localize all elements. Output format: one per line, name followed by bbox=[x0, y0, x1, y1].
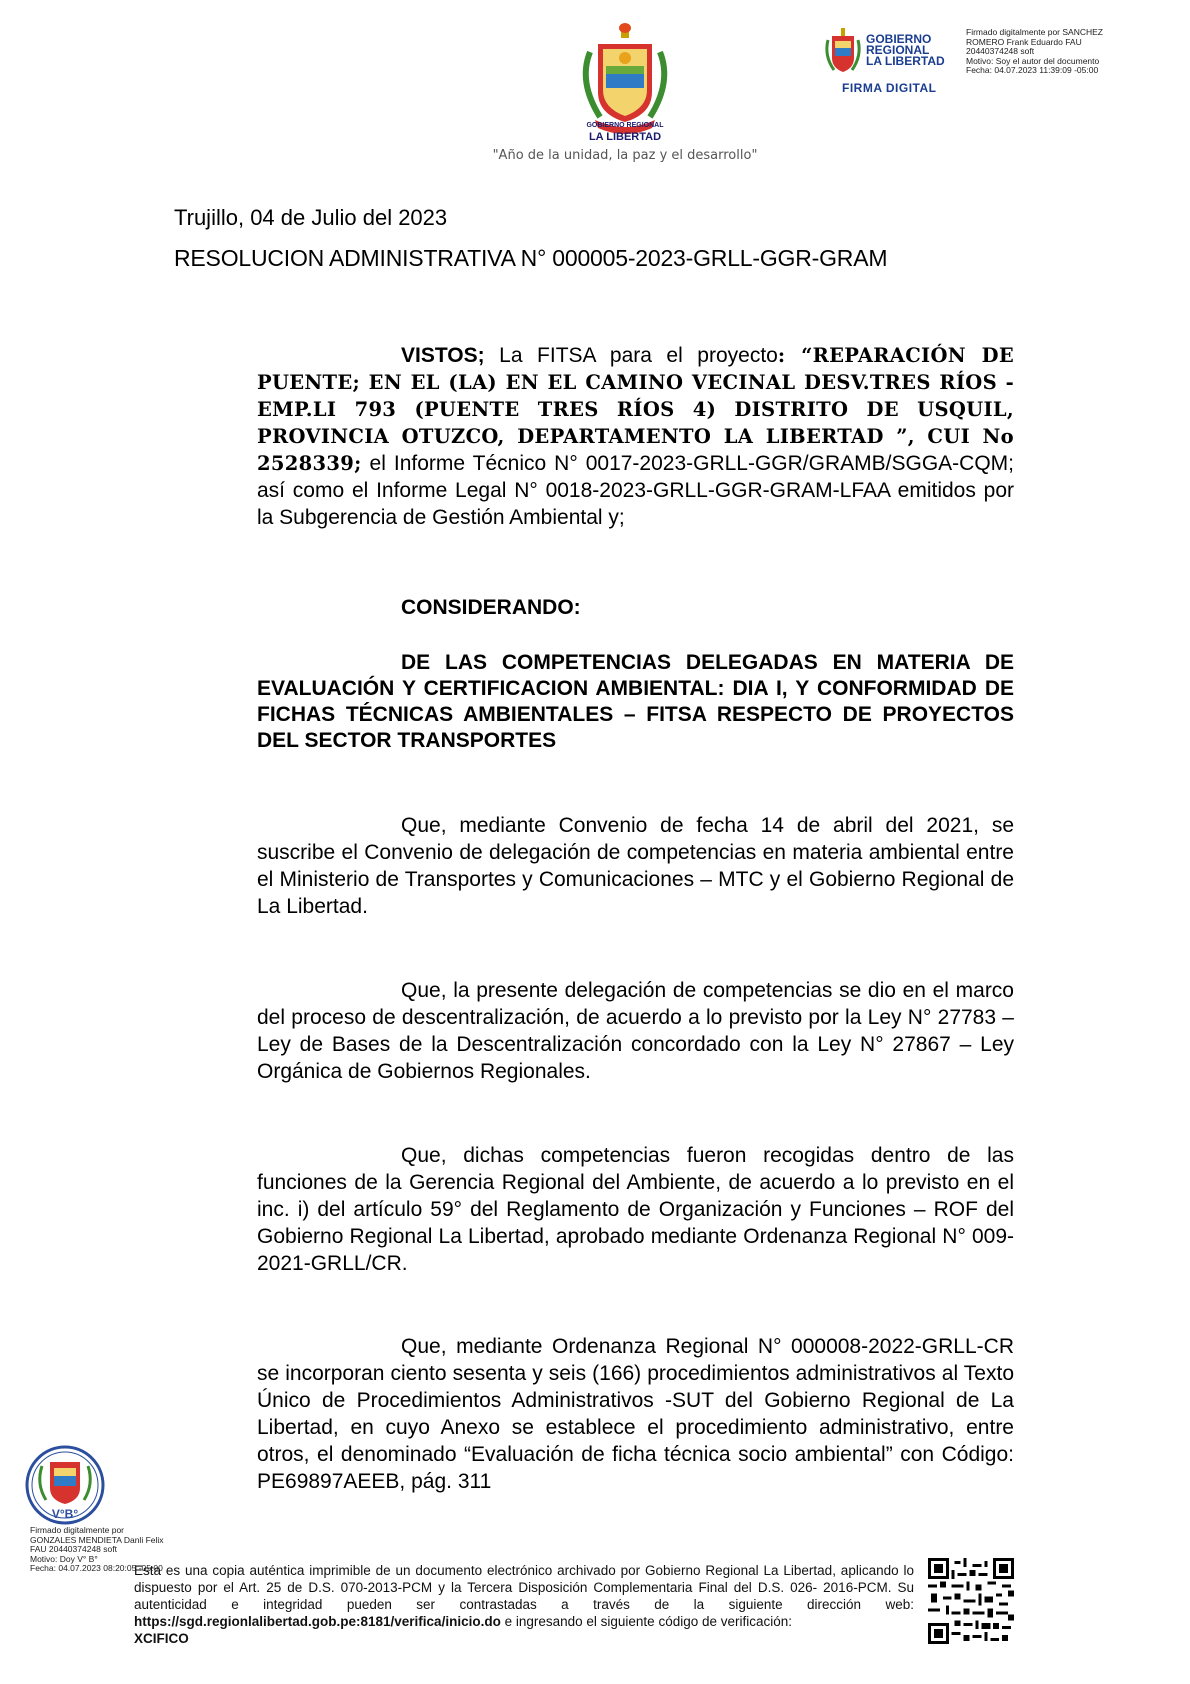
signature-line: 20440374248 soft bbox=[966, 46, 1035, 56]
verification-url[interactable]: https://sgd.regionlalibertad.gob.pe:8181/verifica/inicio.do bbox=[134, 1614, 501, 1629]
digital-signature-details bbox=[966, 28, 1166, 76]
signature-emblem-icon bbox=[822, 26, 864, 76]
vobo-line: Firmado digitalmente por bbox=[30, 1525, 125, 1535]
competencias-heading: DE LAS COMPETENCIAS DELEGADAS EN MATERIA DE EVALUACIÓN Y CERTIFICACION AMBIENTAL: DIA I, Y CONFORMIDAD DE FICHAS TÉCNICAS AMBIENTALES – FITSA RESPECTO DE PROYECTOS DEL SECTOR TRANSPORTES bbox=[257, 651, 1014, 752]
signature-brand-line1: GOBIERNO bbox=[866, 32, 932, 46]
document-date: Trujillo, 04 de Julio del 2023 bbox=[174, 205, 448, 230]
vistos-text-intro: La FITSA para el proyecto bbox=[484, 344, 778, 367]
footer-text-2: e ingresando el siguiente código de verificación: bbox=[500, 1614, 793, 1629]
vobo-label: V°B° bbox=[51, 1507, 79, 1521]
vobo-stamp-seal bbox=[24, 1444, 106, 1526]
signature-brand bbox=[866, 34, 945, 67]
considerando-heading: CONSIDERANDO: bbox=[401, 596, 581, 619]
vistos-label: VISTOS; bbox=[401, 344, 485, 367]
vistos-project-name: : “REPARACIÓN DE PUENTE; EN EL (LA) EN EL CAMINO VECINAL DESV.TRES RÍOS -EMP.LI 793 (PUENTE TRES RÍOS 4) DISTRITO DE USQUIL, PROVINCIA OTUZCO, DEPARTAMENTO LA LIBERTAD ”, CUI No 2528339; bbox=[257, 344, 1015, 475]
authenticity-footer bbox=[134, 1562, 914, 1647]
resolution-title: RESOLUCION ADMINISTRATIVA N° 000005-2023-GRLL-GGR-GRAM bbox=[174, 245, 888, 271]
vistos-paragraph bbox=[257, 342, 1014, 531]
vobo-line: Motivo: Doy V° B° bbox=[30, 1553, 98, 1564]
paragraph-competencias-rof: Que, dichas competencias fueron recogidas dentro de las funciones de la Gerencia Regional del Ambiente, de acuerdo a lo previsto en el inc. i) del artículo 59° del Reglamento de Organización y Funciones – ROF del Gobierno Regional La Libertad, aprobado mediante Ordenanza Regional N° 009-2021-GRLL/CR. bbox=[257, 1144, 1014, 1275]
verification-code: XCIFICO bbox=[134, 1631, 189, 1646]
vobo-line: Fecha: 04.07.2023 08:20:05 -05:00 bbox=[30, 1563, 163, 1573]
signature-line: Motivo: Soy el autor del documento bbox=[966, 55, 1100, 66]
emblem-caption-line2: LA LIBERTAD bbox=[588, 131, 662, 143]
emblem-caption-line1: GOBIERNO REGIONAL bbox=[586, 122, 664, 129]
vistos-text-reports: el Informe Técnico N° 0017-2023-GRLL-GGR/GRAMB/SGGA-CQM; así como el Informe Legal N° 0018-2023-GRLL-GGR-GRAM-LFAA emitidos por la Subgerencia de Gestión Ambiental y; bbox=[257, 452, 1014, 529]
signature-brand-line3: LA LIBERTAD bbox=[866, 54, 945, 68]
vobo-line: FAU 20440374248 soft bbox=[30, 1544, 117, 1554]
paragraph-ordenanza: Que, mediante Ordenanza Regional N° 000008-2022-GRLL-CR se incorporan ciento sesenta y seis (166) procedimientos administrativos al Texto Único de Procedimientos Administrativos -SUT del Gobierno Regional de La Libertad, en cuyo Anexo se establece el procedimiento administrativo, entre otros, el denominado “Evaluación de ficha técnica socio ambiental” con Código: PE69897AEEB, pág. 311 bbox=[257, 1335, 1014, 1493]
signature-line: Fecha: 04.07.2023 11:39:09 -05:00 bbox=[966, 65, 1099, 75]
signature-brand-line2: REGIONAL bbox=[866, 43, 930, 57]
qr-code-icon bbox=[928, 1558, 1014, 1644]
year-motto: "Año de la unidad, la paz y el desarrollo" bbox=[492, 148, 758, 163]
footer-text: Esta es una copia auténtica imprimible de un documento electrónico archivado por Gobierno Regional La Libertad, aplicando lo dispuesto por el Art. 25 de D.S. 070-2013-PCM y la Tercera Disposición Complementaria Final del D.S. 026- 2016-PCM. Su autenticidad e integridad pueden ser contrastadas a través de la siguiente dirección web: bbox=[134, 1563, 914, 1612]
signature-line: Firmado digitalmente por SANCHEZ bbox=[966, 27, 1103, 37]
paragraph-descentralizacion: Que, la presente delegación de competencias se dio en el marco del proceso de descentralización, de acuerdo a lo previsto por la Ley N° 27783 – Ley de Bases de la Descentralización concordado con la Ley N° 27867 – Ley Orgánica de Gobiernos Regionales. bbox=[257, 979, 1014, 1083]
vobo-line: GONZALES MENDIETA Danli Felix bbox=[30, 1534, 164, 1545]
paragraph-convenio: Que, mediante Convenio de fecha 14 de abril del 2021, se suscribe el Convenio de delegación de competencias en materia ambiental entre el Ministerio de Transportes y Comunicaciones – MTC y el Gobierno Regional de La Libertad. bbox=[257, 814, 1014, 918]
firma-digital-label: FIRMA DIGITAL bbox=[842, 81, 937, 95]
signature-line: ROMERO Frank Eduardo FAU bbox=[966, 36, 1082, 47]
